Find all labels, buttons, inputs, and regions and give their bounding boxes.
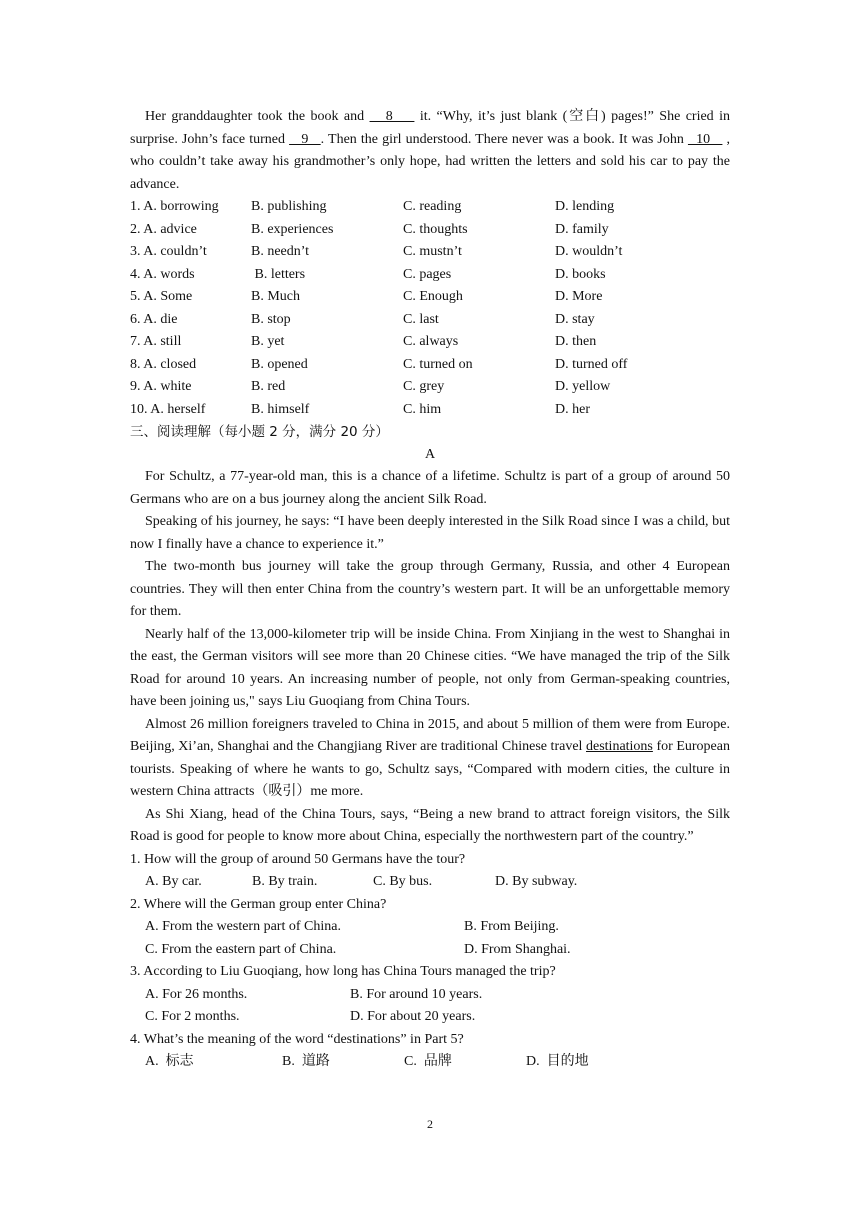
choice-b: B. 道路	[282, 1054, 330, 1069]
choice-row	[130, 939, 730, 962]
reading-paragraph-6: As Shi Xiang, head of the China Tours, says, “Being a new brand to attract foreign visitors, the Silk Road is good for people to know more about China, especially the northwestern part of the country.”	[130, 806, 730, 844]
option-c: C. pages	[403, 266, 452, 282]
choice-row	[130, 916, 730, 939]
choice-d: D. For about 20 years.	[350, 1009, 476, 1024]
option-d: D. More	[555, 289, 603, 304]
text-segment: . Then the girl understood. There never was a book. It was John	[320, 131, 688, 147]
choice-d: D. By subway.	[495, 874, 578, 889]
option-a: 1. A. borrowing	[130, 199, 219, 214]
option-row	[130, 376, 730, 399]
option-row	[130, 309, 730, 332]
option-b: B. publishing	[251, 199, 327, 214]
question-text: 4. What’s the meaning of the word “destinations” in Part 5?	[130, 1031, 464, 1047]
option-row	[130, 264, 730, 287]
question-text: 2. Where will the German group enter China?	[130, 896, 387, 912]
option-a: 10. A. herself	[130, 401, 206, 417]
question-3	[130, 961, 730, 1029]
option-b: B. needn’t	[251, 244, 310, 259]
option-a: 3. A. couldn’t	[130, 244, 207, 259]
option-c: C. always	[403, 334, 459, 349]
page-number: 2	[427, 1117, 433, 1131]
option-a: 9. A. white	[130, 379, 192, 394]
choice-row	[130, 1006, 730, 1029]
option-c: C. grey	[403, 379, 445, 394]
reading-paragraph-3: The two-month bus journey will take the group through Germany, Russia, and other 4 European countries. They will then enter China from the country’s western part. It will be an unforgettable memory for them.	[130, 559, 730, 619]
choice-d: D. 目的地	[526, 1054, 589, 1069]
option-d: D. yellow	[555, 379, 611, 394]
option-row	[130, 354, 730, 377]
choice-row	[130, 871, 730, 894]
option-row	[130, 219, 730, 242]
option-c: C. thoughts	[403, 221, 468, 237]
option-b: B. himself	[251, 401, 310, 417]
option-d: D. wouldn’t	[555, 244, 623, 259]
option-a: 5. A. Some	[130, 289, 193, 304]
cloze-options	[130, 196, 730, 421]
choice-c: C. 品牌	[404, 1054, 452, 1069]
option-d: D. turned off	[555, 356, 628, 372]
choice-row	[130, 984, 730, 1007]
option-d: D. her	[555, 401, 590, 417]
option-a: 7. A. still	[130, 334, 182, 349]
option-a: 4. A. words	[130, 266, 195, 282]
option-c: C. last	[403, 311, 439, 327]
text-segment: Her granddaughter took the book and	[145, 109, 370, 124]
choice-b: B. By train.	[252, 874, 318, 889]
text-segment: for European tourists. Speaking of where he wants to go, Schultz says, “Compared with modern cities, the culture in western China attracts（吸引）me more.	[130, 739, 730, 799]
reading-paragraph-2: Speaking of his journey, he says: “I have been deeply interested in the Silk Road since I was a child, but now I finally have a chance to experience it.”	[130, 514, 730, 552]
option-c: C. turned on	[403, 356, 473, 372]
question-text: 1. How will the group of around 50 Germans have the tour?	[130, 851, 466, 867]
underlined-word: destinations	[586, 739, 653, 754]
choice-a: A. From the western part of China.	[145, 919, 341, 934]
reading-paragraph-4: Nearly half of the 13,000-kilometer trip will be inside China. From Xinjiang in the west to Shanghai in the east, the German visitors will see more than 20 Chinese cities. “We have managed the trip of the Silk Road for around 10 years. An increasing number of people, not only from German-speaking countries, have been joining us," says Liu Guoqiang from China Tours.	[130, 626, 730, 709]
option-row	[130, 286, 730, 309]
option-b: B. letters	[251, 266, 306, 282]
option-a: 6. A. die	[130, 311, 178, 327]
page-content	[130, 106, 730, 1074]
choice-b: B. From Beijing.	[464, 919, 559, 934]
option-b: B. experiences	[251, 221, 334, 237]
option-c: C. reading	[403, 199, 462, 214]
choice-c: C. From the eastern part of China.	[145, 941, 337, 957]
option-b: B. yet	[251, 334, 285, 349]
option-c: C. Enough	[403, 289, 463, 304]
text-segment: it. “Why, it’s just blank (空白) pages!” She cried in surprise. John’s face turned	[130, 109, 730, 147]
option-a: 8. A. closed	[130, 356, 197, 372]
choice-b: B. For around 10 years.	[350, 986, 483, 1002]
option-a: 2. A. advice	[130, 221, 197, 237]
option-c: C. him	[403, 401, 442, 417]
option-d: D. lending	[555, 199, 615, 214]
blank-10: 10	[687, 131, 723, 147]
option-d: D. then	[555, 334, 597, 349]
option-b: B. Much	[251, 289, 300, 304]
blank-9: 9	[289, 131, 321, 147]
option-d: D. family	[555, 221, 609, 237]
cloze-passage-end	[130, 106, 730, 196]
option-row	[130, 241, 730, 264]
option-row	[130, 399, 730, 422]
choice-d: D. From Shanghai.	[464, 941, 571, 957]
section-title: 三、阅读理解（每小题 2 分，满分 20 分）	[130, 424, 389, 440]
choice-c: C. By bus.	[373, 874, 433, 889]
option-b: B. red	[251, 379, 286, 394]
reading-paragraph-1: For Schultz, a 77-year-old man, this is a chance of a lifetime. Schultz is part of a group of around 50 Germans who are on a bus journey along the ancient Silk Road.	[130, 469, 730, 507]
text-segment: Almost 26 million foreigners traveled to China in 2015, and about 5 million of them were from Europe. Beijing, Xi’an, Shanghai and the Changjiang River are traditional Chinese travel	[130, 716, 730, 754]
choice-c: C. For 2 months.	[145, 1009, 240, 1024]
question-1	[130, 849, 730, 894]
question-2	[130, 894, 730, 962]
option-b: B. opened	[251, 356, 308, 372]
part-label: A	[424, 446, 436, 462]
option-d: D. stay	[555, 311, 595, 327]
option-b: B. stop	[251, 311, 291, 327]
choice-a: A. 标志	[145, 1054, 194, 1069]
question-text: 3. According to Liu Guoqiang, how long has China Tours managed the trip?	[130, 964, 556, 979]
choice-a: A. For 26 months.	[145, 986, 248, 1002]
option-d: D. books	[555, 266, 606, 282]
choice-row	[130, 1051, 730, 1074]
option-c: C. mustn’t	[403, 244, 462, 259]
question-4	[130, 1029, 730, 1074]
option-row	[130, 196, 730, 219]
text-segment: , who couldn’t take away his grandmother’s only hope, had written the letters and sold his car to pay the advance.	[130, 131, 731, 192]
option-row	[130, 331, 730, 354]
choice-a: A. By car.	[145, 874, 202, 889]
blank-8: 8	[369, 109, 415, 124]
reading-paragraph-5	[130, 714, 730, 804]
